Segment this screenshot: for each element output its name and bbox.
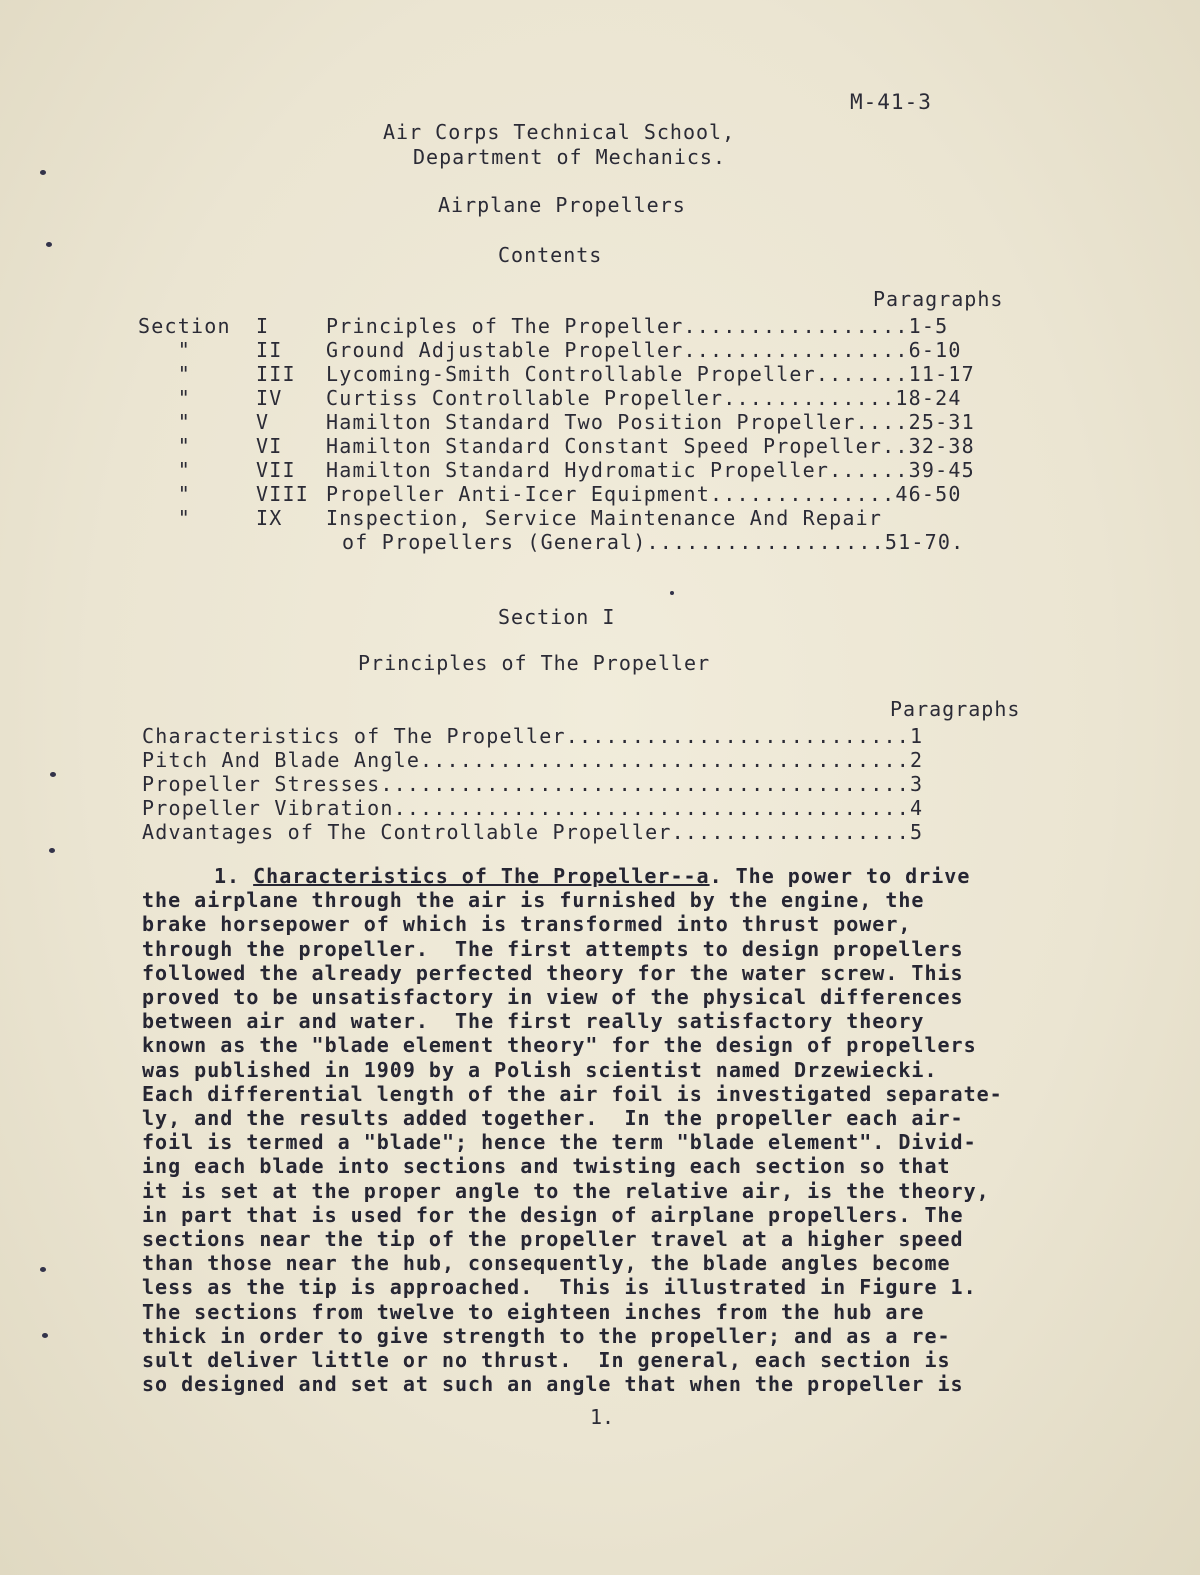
toc-entry-continuation: of Propellers (General)..................51-70.: [342, 530, 965, 554]
body-line: it is set at the proper angle to the relative air, is the theory,: [142, 1178, 990, 1203]
body-line: The sections from twelve to eighteen inches from the hub are: [142, 1299, 925, 1324]
section-title: Principles of The Propeller: [358, 651, 711, 675]
toc-entry: Hamilton Standard Two Position Propeller....25-31: [326, 410, 975, 434]
toc-row-continuation: [138, 530, 1068, 554]
toc-row: [138, 362, 1068, 386]
toc-section-number: VII: [256, 458, 296, 482]
toc-section-label: ": [138, 482, 191, 506]
body-line: followed the already perfected theory for the water screw. This: [142, 960, 964, 985]
document-id: M-41-3: [850, 90, 932, 114]
scan-speck: [50, 772, 56, 777]
page-number: 1.: [590, 1405, 615, 1429]
body-line: thick in order to give strength to the propeller; and as a re-: [142, 1323, 951, 1348]
toc-section-label: ": [138, 386, 191, 410]
toc-entry: Hamilton Standard Hydromatic Propeller......39-45: [326, 458, 975, 482]
toc-row: [138, 338, 1068, 362]
scan-speck: [40, 170, 46, 175]
list-item: Propeller Stresses........................................3: [142, 772, 924, 796]
toc-entry: Curtiss Controllable Propeller.............18-24: [326, 386, 962, 410]
toc-section-number: III: [256, 362, 296, 386]
body-line: foil is termed a "blade"; hence the term "blade element". Divid-: [142, 1130, 977, 1155]
scan-speck: [46, 242, 52, 247]
school-name: Air Corps Technical School,: [383, 120, 736, 144]
section-contents-list: [142, 724, 923, 844]
scan-speck: [49, 848, 55, 853]
toc-section-number: VI: [256, 434, 283, 458]
list-item: Advantages of The Controllable Propeller..................5: [142, 820, 924, 844]
toc-section-label: Section: [138, 314, 231, 338]
toc-section-label: ": [138, 458, 191, 482]
body-line: sult deliver little or no thrust. In general, each section is: [142, 1348, 951, 1373]
list-item: Pitch And Blade Angle.....................................2: [142, 748, 924, 772]
body-line: sections near the tip of the propeller travel at a higher speed: [142, 1227, 964, 1252]
toc-section-label: ": [138, 506, 191, 530]
body-line: brake horsepower of which is transformed into thrust power,: [142, 912, 912, 937]
list-item: Characteristics of The Propeller..........................1: [142, 724, 924, 748]
toc-row: [138, 434, 1068, 458]
section-label: Section I: [498, 605, 616, 629]
toc-entry: Principles of The Propeller.................1-5: [326, 314, 949, 338]
toc-section-label: ": [138, 338, 191, 362]
toc-row: [138, 386, 1068, 410]
body-line: between air and water. The first really satisfactory theory: [142, 1009, 925, 1034]
toc-entry: Propeller Anti-Icer Equipment..............46-50: [326, 482, 962, 506]
contents-heading: Contents: [498, 243, 603, 267]
paragraph-heading: Characteristics of The Propeller--a: [253, 864, 710, 888]
body-text: [142, 864, 1102, 1396]
body-line: in part that is used for the design of airplane propellers. The: [142, 1202, 964, 1227]
toc-section-number: II: [256, 338, 283, 362]
toc-section-label: ": [138, 362, 191, 386]
document-title: Airplane Propellers: [438, 193, 686, 217]
body-line: was published in 1909 by a Polish scientist named Drzewiecki.: [142, 1057, 938, 1082]
toc-entry: Inspection, Service Maintenance And Repair: [326, 506, 883, 530]
toc-row: [138, 314, 1068, 338]
toc-entry: Lycoming-Smith Controllable Propeller.......11-17: [326, 362, 975, 386]
body-line: through the propeller. The first attempts to design propellers: [142, 936, 964, 961]
body-line: than those near the hub, consequently, the blade angles become: [142, 1251, 951, 1276]
list-item: Propeller Vibration.......................................4: [142, 796, 924, 820]
body-first-line-rest: . The power to drive: [709, 864, 971, 888]
toc-entry: Ground Adjustable Propeller.................6-10: [326, 338, 962, 362]
toc-section-label: ": [138, 434, 191, 458]
body-line: ing each blade into sections and twisting each section so that: [142, 1154, 951, 1179]
body-line: the airplane through the air is furnished by the engine, the: [142, 888, 925, 913]
body-line: known as the "blade element theory" for the design of propellers: [142, 1033, 977, 1058]
toc-section-label: ": [138, 410, 191, 434]
toc-section-number: I: [256, 314, 270, 338]
toc-section-number: V: [256, 410, 270, 434]
body-line: proved to be unsatisfactory in view of the physical differences: [142, 985, 964, 1010]
toc-section-number: IX: [256, 506, 283, 530]
toc-paragraphs-heading: Paragraphs: [873, 287, 1004, 311]
department-name: Department of Mechanics.: [413, 145, 726, 169]
scan-speck: [670, 591, 674, 595]
scan-speck: [40, 1267, 46, 1272]
toc-section-number: VIII: [256, 482, 309, 506]
body-line: so designed and set at such an angle that when the propeller is: [142, 1372, 964, 1397]
table-of-contents: [138, 314, 1068, 554]
body-line: Each differential length of the air foil is investigated separate-: [142, 1081, 1003, 1106]
toc-row: [138, 506, 1068, 530]
toc-row: [138, 458, 1068, 482]
paragraph-number: 1.: [214, 864, 254, 888]
body-line: ly, and the results added together. In the propeller each air-: [142, 1106, 964, 1131]
toc-entry: Hamilton Standard Constant Speed Propeller..32-38: [326, 434, 975, 458]
toc-row: [138, 482, 1068, 506]
toc-row: [138, 410, 1068, 434]
section-paragraphs-heading: Paragraphs: [890, 697, 1021, 721]
body-line: less as the tip is approached. This is illustrated in Figure 1.: [142, 1275, 977, 1300]
scan-speck: [42, 1333, 48, 1338]
toc-section-number: IV: [256, 386, 283, 410]
body-first-line: [142, 864, 1102, 888]
